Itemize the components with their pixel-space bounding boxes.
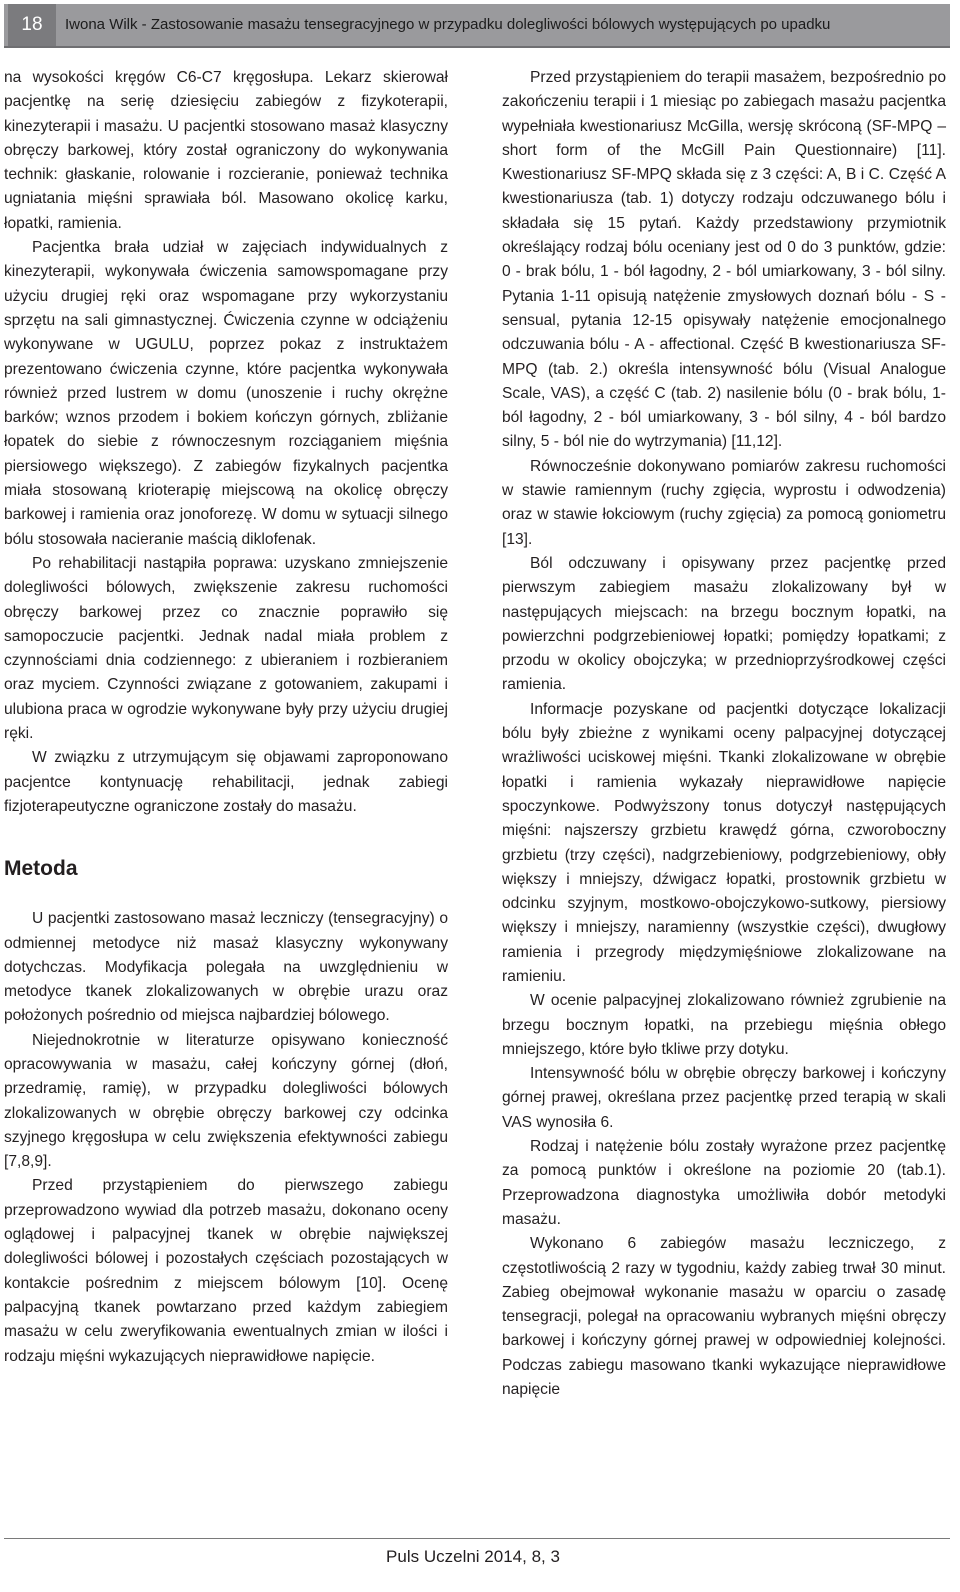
paragraph: Równocześnie dokonywano pomiarów zakresu ruchomości w stawie ramiennym (ruchy zgięcia, wyprostu i odwodzenia) oraz w stawie łokciowym (ruchy zgięcia) za pomocą goniometru [13]. [502, 457, 946, 548]
section-heading: Metoda [4, 857, 78, 881]
journal-footer: Puls Uczelni 2014, 8, 3 [386, 1547, 560, 1566]
paragraph: Niejednokrotnie w literaturze opisywano konieczność opracowywania w masażu, całej kończyny górnej (dłoń, przedramię, ramię), w przypadku dolegliwości bólowych zlokalizowanych w obrębie obręczy barkowej czy odcinka szyjnego kręgosłupa w celu zwiększenia efektywności zabiegu [7,8,9]. [4, 1031, 448, 1171]
paragraph: Ból odczuwany i opisywany przez pacjentkę przed pierwszym zabiegiem masażu zlokalizowany był w następujących miejscach: na brzegu bocznym łopatki, na powierzchni podgrzebieniowej łopatki; pomiędzy łopatkami; z przodu w okolicy obojczyka; w przednioprzyśrodkowej części ramienia. [502, 554, 946, 694]
paragraph: Przed przystąpieniem do terapii masażem, bezpośrednio po zakończeniu terapii i 1 miesiąc po zabiegach masażu pacjentka wypełniała kwestionariusz McGilla, wersję skróconą (SF-MPQ – short form of the McGill Pain Questionnaire) [11]. Kwestionariusz SF-MPQ składa się z 3 części: A, B i C. Część A kwestionariusza (tab. 1) dotyczy rodzaju odczuwanego bólu i składała się 15 pytań. Każdy przedstawiony przymiotnik określający rodzaj bólu oceniany jest od 0 do 3 punktów, gdzie: 0 - brak bólu, 1 - ból łagodny, 2 - ból umiarkowany, 3 - ból silny. Pytania 1-11 opisują natężenie zmysłowych doznań bólu - S - sensual, pytania 12-15 opisywały natężenie emocjonalnego odczuwania bólu - A - affectional. Część B kwestionariusza SF-MPQ (tab. 2.) określa intensywność bólu (Visual Analogue Scale, VAS), a część C (tab. 2) nasilenie bólu (0 - brak bólu, 1- ból łagodny, 2 - ból umiarkowany, 3 - ból silny, 4 - ból bardzo silny, 5 - ból nie do wytrzymania) [11,12]. [502, 69, 946, 451]
paragraph: W związku z utrzymującym się objawami zaproponowano pacjentce kontynuację rehabilitacji, jednak zabiegi fizjoterapeutyczne ograniczone zostały do masażu. [4, 749, 448, 815]
running-title: Iwona Wilk - Zastosowanie masażu tensegracyjnego w przypadku dolegliwości bólowych występujących po upadku [65, 16, 831, 33]
right-column [502, 66, 946, 1402]
paragraph: Pacjentka brała udział w zajęciach indywidualnych z kinezyterapii, wykonywała ćwiczenia samowspomagane przy użyciu drugiej ręki oraz wspomagane przy wykorzystaniu sprzętu na sali gimnastycznej. Ćwiczenia czynne w odciążeniu wykonywane w UGULU, poprzez pokaz z instruktażem prezentowano ćwiczenia czynne, które pacjentka wykonywała również przed lustrem w domu (unoszenie i ruchy okrężne barków; wznos przodem i bokiem kończyn górnych, zbliżanie łopatek do siebie z równoczesnym rozciąganiem mięśnia piersiowego większego). Z zabiegów fizykalnych pacjentka miała stosowaną krioterapię miejscową na okolicę obręczy barkowej i ramienia oraz jonoforezę. W domu w sytuacji silnego bólu stosowała nacieranie maścią diklofenak. [4, 239, 448, 548]
page-header [4, 4, 950, 48]
paragraph: Po rehabilitacji nastąpiła poprawa: uzyskano zmniejszenie dolegliwości bólowych, zwiększenie zakresu ruchomości obręczy barkowej przez co znacznie poprawiło się samopoczucie pacjentki. Jednak nadal miała problem z czynnościami dnia codziennego: z ubieraniem i rozbieraniem oraz myciem. Czynności związane z gotowaniem, zakupami i ulubiona praca w ogrodzie wykonywane były przy użyciu drugiej ręki. [4, 554, 448, 743]
paragraph: na wysokości kręgów C6-C7 kręgosłupa. Lekarz skierował pacjentkę na serię dziesięciu zabiegów z fizykoterapii, kinezyterapii i masażu. U pacjentki stosowano masaż klasyczny obręczy barkowej, który został ograniczony do wykonywania technik: głaskanie, rolowanie i rozcieranie, ponieważ technika ugniatania mięśni sprawiała ból. Masowano okolicę karku, łopatki, ramienia. [4, 69, 448, 232]
paragraph: Wykonano 6 zabiegów masażu leczniczego, z częstotliwością 2 razy w tygodniu, każdy zabieg trwał 30 minut. Zabieg obejmował wykonanie masażu w oparciu o zasadę tensegracji, polegał na opracowaniu wybranych mięśni obręczy barkowej i kończyny górnej prawej w odpowiedniej kolejności. Podczas zabiegu masowano tkanki wykazujące nieprawidłowe napięcie [502, 1235, 946, 1399]
paragraph: Informacje pozyskane od pacjentki dotyczące lokalizacji bólu były zbieżne z wynikami oceny palpacyjnej dotyczącej wrażliwości uciskowej mięśni. Tkanki zlokalizowane w obrębie łopatki i ramienia wykazały nieprawidłowe napięcie spoczynkowe. Podwyższony tonus dotyczył następujących mięśni: najszerszy grzbietu krawędź górna, czworoboczny grzbietu (trzy części), nadgrzebieniowy, podgrzebieniowy, obły większy i mniejszy, dźwigacz łopatki, prostownik grzbietu w odcinku szyjnym, mostkowo-obojczykowo-sutkowy, piersiowy większy i mniejszy, naramienny (wszystkie części), dwugłowy ramienia i przegrody międzymięśniowe zlokalizowane na ramieniu. [502, 700, 946, 985]
left-column [4, 66, 448, 1369]
page-number: 18 [8, 4, 56, 46]
paragraph: Przed przystąpieniem do pierwszego zabiegu przeprowadzono wywiad dla potrzeb masażu, dokonano oceny oglądowej i palpacyjnej tkanek w obrębie największej dolegliwości bólowej i pozostałych częściach pozostających w kontakcie pośrednim z miejscem bólowym [10]. Ocenę palpacyjną tkanek powtarzano przed każdym zabiegiem masażu w celu zweryfikowania ewentualnych zmian w ilości i rodzaju mięśni wykazujących nieprawidłowe napięcie. [4, 1177, 448, 1365]
paragraph: W ocenie palpacyjnej zlokalizowano również zgrubienie na brzegu bocznym łopatki, na przebiegu mięśnia obłego mniejszego, które było tkliwe przy dotyku. [502, 992, 946, 1058]
footer-divider [4, 1538, 950, 1539]
paragraph: U pacjentki zastosowano masaż leczniczy (tensegracyjny) o odmiennej metodyce niż masaż klasyczny wykonywany dotychczas. Modyfikacja polegała na uwzględnieniu w metodyce tkanek zlokalizowanych w obrębie urazu oraz położonych pośrednio od miejsca najbardziej bólowego. [4, 910, 448, 1025]
paragraph: Intensywność bólu w obrębie obręczy barkowej i kończyny górnej prawej, określana przez pacjentkę przed terapią w skali VAS wynosiła 6. [502, 1065, 946, 1131]
paragraph: Rodzaj i natężenie bólu zostały wyrażone przez pacjentkę za pomocą punktów i określone na poziomie 20 (tab.1). Przeprowadzona diagnostyka umożliwiła dobór metodyki masażu. [502, 1138, 946, 1228]
